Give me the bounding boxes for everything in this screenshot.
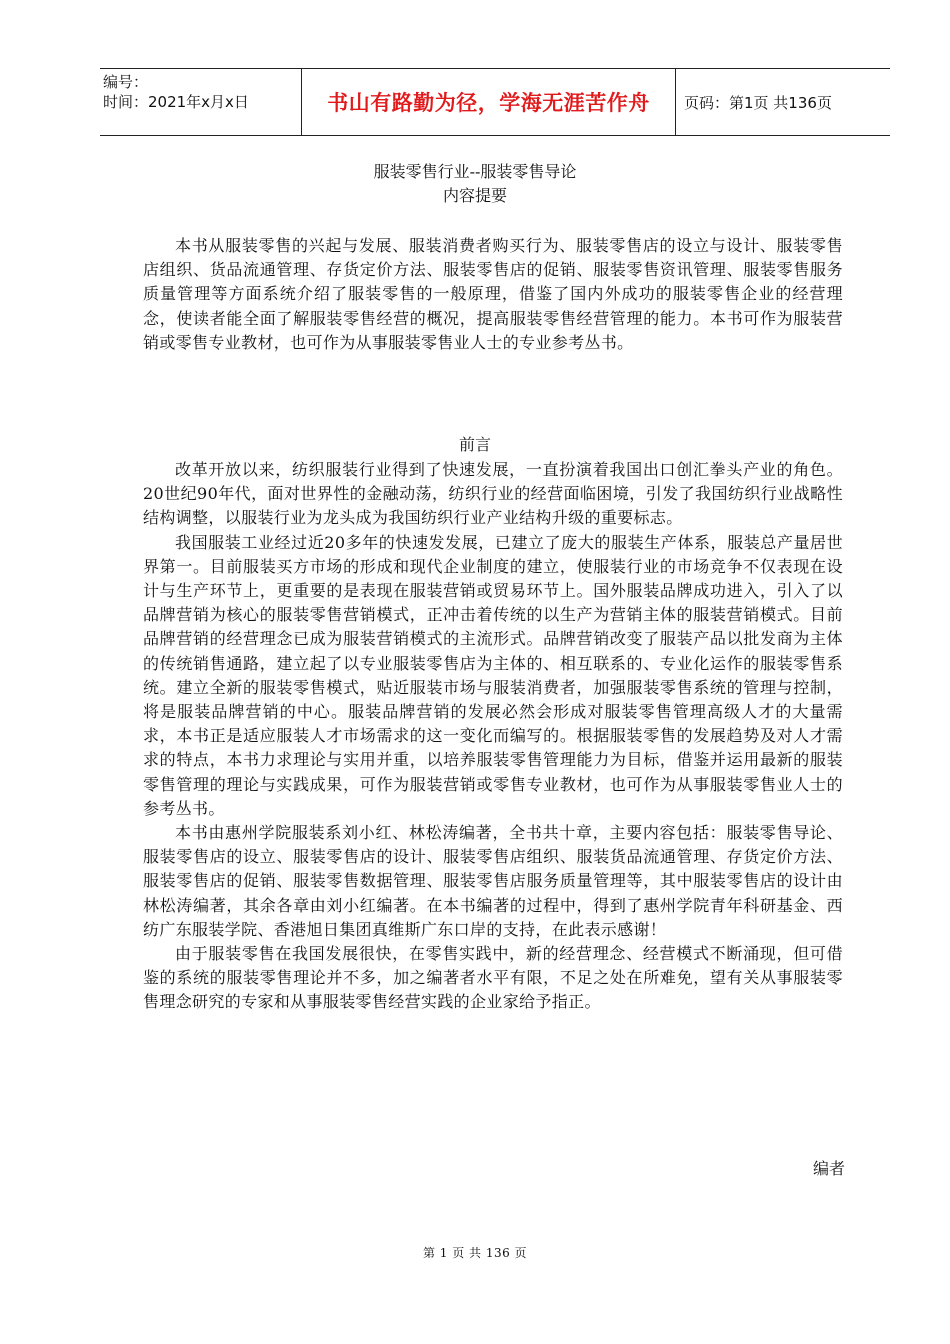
document-time-label: 时间：2021年x月x日 bbox=[103, 93, 249, 111]
preface-section bbox=[143, 458, 843, 1015]
preface-paragraph: 由于服装零售在我国发展很快，在零售实践中，新的经营理念、经营模式不断涌现，但可借鉴的系统的服装零售理论并不多，加之编著者水平有限，不足之处在所难免，望有关从事服装零售理念研究的专家和从事服装零售经营实践的企业家给予指正。 bbox=[143, 944, 843, 1012]
preface-paragraph: 改革开放以来，纺织服装行业得到了快速发展，一直扮演着我国出口创汇拳头产业的角色。20世纪90年代，面对世界性的金融动荡，纺织行业的经营面临困境，引发了我国纺织行业战略性结构调整，以服装行业为龙头成为我国纺织行业产业结构升级的重要标志。 bbox=[143, 460, 843, 528]
header-motto: 书山有路勤为径，学海无涯苦作舟 bbox=[302, 69, 676, 135]
signature: 编者 bbox=[812, 1159, 845, 1178]
header-meta bbox=[100, 69, 302, 135]
preface-heading: 前言 bbox=[458, 435, 491, 454]
page-footer: 第 1 页 共 136 页 bbox=[422, 1246, 528, 1260]
page-header bbox=[100, 68, 890, 136]
header-page-info: 页码：第1页 共136页 bbox=[684, 93, 832, 112]
preface-paragraph: 本书由惠州学院服装系刘小红、林松涛编著，全书共十章，主要内容包括：服装零售导论、服装零售店的设立、服装零售店的设计、服装零售店组织、服装货品流通管理、存货定价方法、服装零售店的促销、服装零售数据管理、服装零售店服务质量管理等，其中服装零售店的设计由林松涛编著，其余各章由刘小红编著。在本书编著的过程中，得到了惠州学院青年科研基金、西纺广东服装学院、香港旭日集团真维斯广东口岸的支持，在此表示感谢！ bbox=[143, 823, 843, 939]
summary-paragraph: 本书从服装零售的兴起与发展、服装消费者购买行为、服装零售店的设立与设计、服装零售店组织、货品流通管理、存货定价方法、服装零售店的促销、服装零售资讯管理、服装零售服务质量管理等方面系统介绍了服装零售的一般原理，借鉴了国内外成功的服装零售企业的经营理念，使读者能全面了解服装零售经营的概况，提高服装零售经营管理的能力。本书可作为服装营销或零售专业教材，也可作为从事服装零售业人士的专业参考丛书。 bbox=[143, 236, 843, 352]
document-title: 服装零售行业--服装零售导论 bbox=[373, 162, 577, 181]
summary-heading: 内容提要 bbox=[442, 186, 507, 205]
summary-section bbox=[143, 234, 843, 355]
document-number-label: 编号： bbox=[103, 73, 149, 91]
preface-paragraph: 我国服装工业经过近20多年的快速发发展，已建立了庞大的服装生产体系，服装总产量居世界第一。目前服装买方市场的形成和现代企业制度的建立，使服装行业的市场竞争不仅表现在设计与生产环节上，更重要的是表现在服装营销或贸易环节上。国外服装品牌成功进入，引入了以品牌营销为核心的服装零售营销模式，正冲击着传统的以生产为营销主体的服装营销模式。目前品牌营销的经营理念已成为服装营销模式的主流形式。品牌营销改变了服装产品以批发商为主体的传统销售通路，建立起了以专业服装零售店为主体的、相互联系的、专业化运作的服装零售系统。建立全新的服装零售模式，贴近服装市场与服装消费者，加强服装零售系统的管理与控制，将是服装品牌营销的中心。服装品牌营销的发展必然会形成对服装零售管理高级人才的大量需求，本书正是适应服装人才市场需求的这一变化而编写的。根据服装零售的发展趋势及对人才需求的特点，本书力求理论与实用并重，以培养服装零售管理能力为目标，借鉴并运用最新的服装零售管理的理论与实践成果，可作为服装营销或零售专业教材，也可作为从事服装零售业人士的参考丛书。 bbox=[143, 532, 843, 818]
